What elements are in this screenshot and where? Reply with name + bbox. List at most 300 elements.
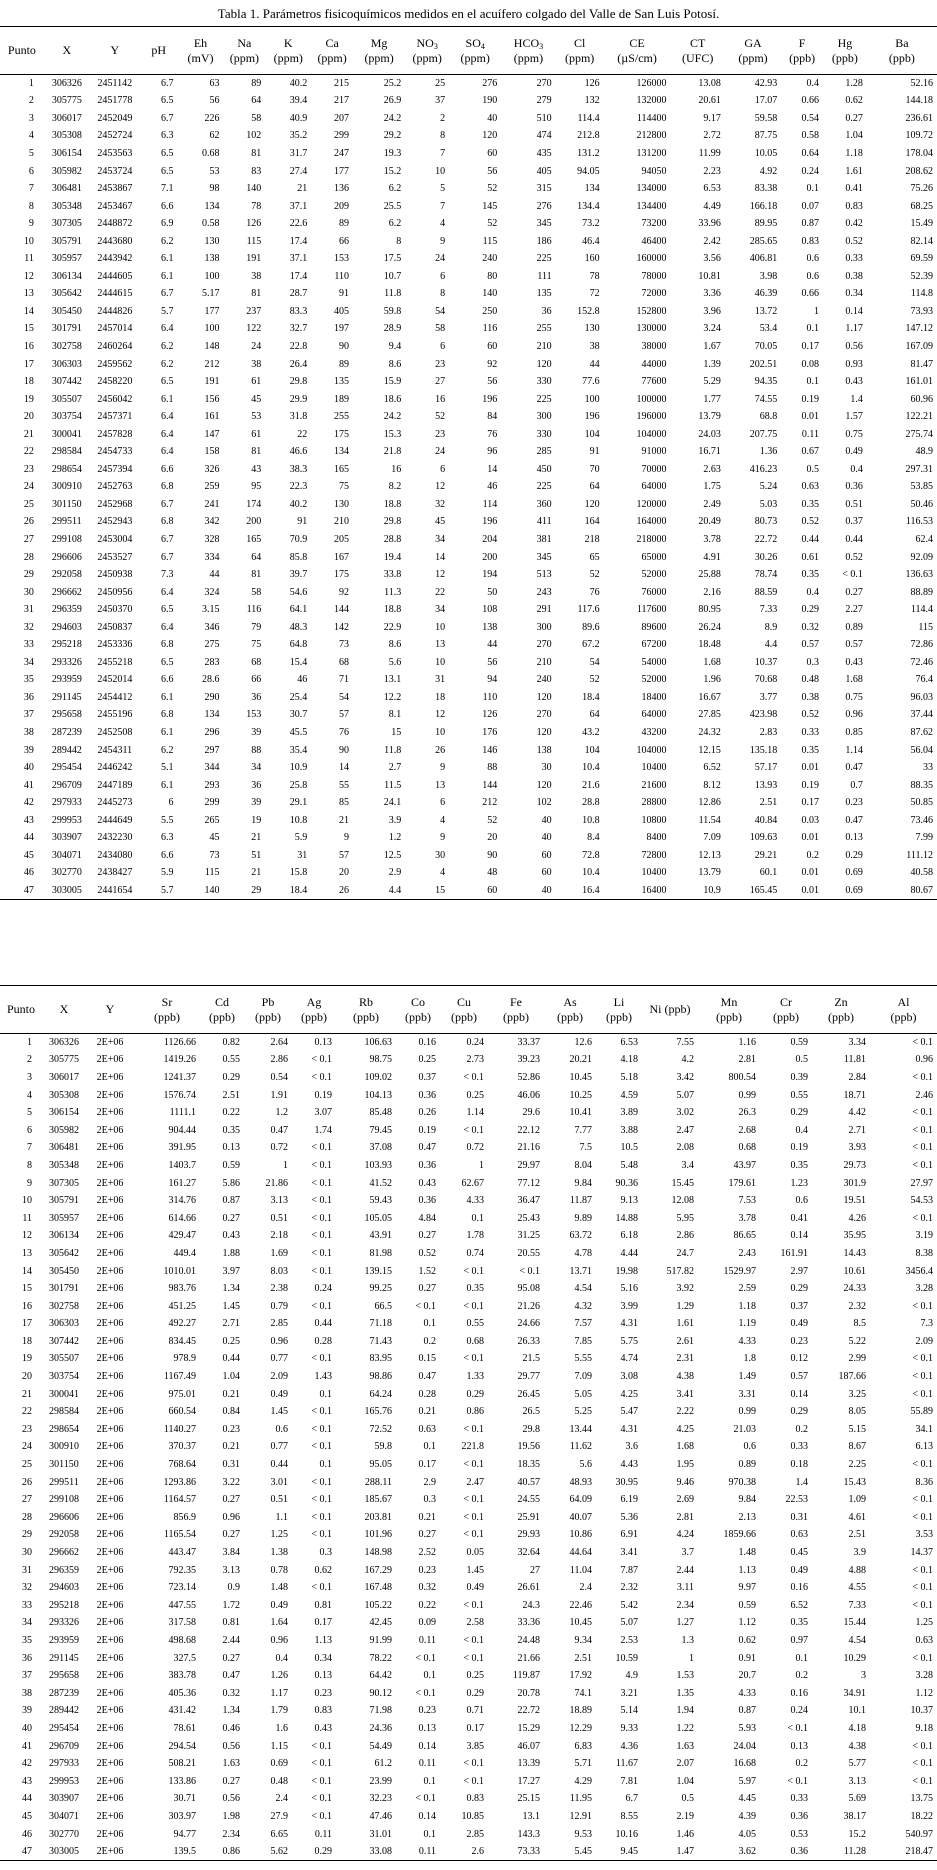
table-cell: 12.86 bbox=[698, 797, 721, 809]
table-cell: 114 bbox=[482, 498, 498, 510]
table-cell: 6.4 bbox=[161, 586, 174, 598]
table-cell: 19.3 bbox=[383, 147, 402, 159]
table-cell: 14.88 bbox=[615, 1212, 638, 1224]
table-cell: 7.77 bbox=[574, 1124, 592, 1136]
table-cell: 115 bbox=[204, 867, 220, 879]
table-cell: 447.55 bbox=[168, 1599, 196, 1611]
table-cell: < 0.1 bbox=[311, 1177, 332, 1189]
table-cell: 32 bbox=[435, 498, 446, 510]
table-cell: 0.32 bbox=[801, 621, 819, 633]
table-cell: 330 bbox=[536, 376, 552, 388]
table-cell: 279 bbox=[536, 95, 552, 107]
table-row bbox=[0, 1051, 937, 1069]
table-cell: 0.1 bbox=[423, 1318, 436, 1330]
table-cell: 0.27 bbox=[418, 1529, 436, 1541]
table-cell: 53.85 bbox=[910, 481, 933, 493]
column-header-label: Sr bbox=[161, 994, 173, 1009]
table-cell: 140 bbox=[482, 288, 498, 300]
table-cell: 0.17 bbox=[801, 797, 819, 809]
table-cell: 14 bbox=[22, 1265, 32, 1277]
table-cell: 0.41 bbox=[845, 183, 863, 195]
table-cell: 0.62 bbox=[738, 1634, 756, 1646]
table-cell: 42.45 bbox=[369, 1617, 392, 1629]
table-row bbox=[0, 1280, 937, 1298]
table-cell: 44 bbox=[23, 832, 34, 844]
table-cell: 77.12 bbox=[517, 1177, 540, 1189]
table-cell: < 0.1 bbox=[311, 1071, 332, 1083]
table-cell: 0.51 bbox=[845, 498, 863, 510]
table-cell: 296709 bbox=[49, 1740, 79, 1752]
table-cell: 35 bbox=[23, 674, 34, 686]
table-cell: 4.4 bbox=[764, 639, 778, 651]
table-cell: 0.29 bbox=[466, 1687, 484, 1699]
table-cell: 7.33 bbox=[848, 1599, 866, 1611]
table-cell: 3.34 bbox=[848, 1037, 866, 1049]
table-row bbox=[0, 110, 937, 128]
table-cell: 0.4 bbox=[850, 463, 863, 475]
table-cell: 270 bbox=[536, 709, 552, 721]
table-cell: 0.1 bbox=[795, 1652, 808, 1664]
table-cell: 21 bbox=[22, 1388, 32, 1400]
table-cell: < 0.1 bbox=[311, 1054, 332, 1066]
table-cell: 40 bbox=[23, 762, 34, 774]
table-cell: < 0.1 bbox=[463, 1758, 484, 1770]
table-cell: 52.86 bbox=[517, 1071, 540, 1083]
table-cell: 130 bbox=[584, 323, 600, 335]
table-row bbox=[0, 1772, 937, 1790]
table-cell: 24.33 bbox=[843, 1283, 866, 1295]
table-row bbox=[0, 1245, 937, 1263]
table-cell: 970.38 bbox=[728, 1476, 756, 1488]
table-cell: 56.04 bbox=[910, 744, 933, 756]
table-cell: < 0.1 bbox=[463, 1494, 484, 1506]
column-header-unit: (ppm) bbox=[364, 50, 394, 65]
table-cell: 9.89 bbox=[574, 1212, 592, 1224]
table-cell: 5.14 bbox=[620, 1705, 638, 1717]
table-cell: 1.04 bbox=[845, 130, 863, 142]
column-header bbox=[698, 986, 760, 1034]
table-cell: 3.92 bbox=[676, 1283, 694, 1295]
table-cell: 301150 bbox=[52, 498, 82, 510]
table-cell: 77.6 bbox=[582, 376, 600, 388]
table-cell: 17.4 bbox=[289, 270, 308, 282]
table-cell: 21.6 bbox=[582, 779, 600, 791]
table-cell: 2E+06 bbox=[96, 1353, 124, 1365]
table-cell: 23 bbox=[22, 1423, 32, 1435]
table-cell: 2E+06 bbox=[96, 1511, 124, 1523]
table-cell: 27.4 bbox=[289, 165, 308, 177]
table-cell: < 0.1 bbox=[912, 1353, 933, 1365]
table-cell: 9 bbox=[440, 762, 446, 774]
table-cell: 144 bbox=[482, 779, 498, 791]
table-row bbox=[0, 1509, 937, 1527]
table-cell: 0.96 bbox=[270, 1335, 288, 1347]
table-cell: 2E+06 bbox=[96, 1265, 124, 1277]
table-cell: 22.72 bbox=[517, 1705, 540, 1717]
table-cell: < 0.1 bbox=[463, 1300, 484, 1312]
table-cell: 29.6 bbox=[522, 1107, 540, 1119]
table-cell: 190 bbox=[482, 95, 498, 107]
column-header-label: Cl bbox=[573, 35, 586, 50]
column-header-label: Rb bbox=[358, 994, 373, 1009]
table-cell: 5.25 bbox=[574, 1406, 592, 1418]
table-cell: 0.2 bbox=[423, 1335, 436, 1347]
table-cell: 34 bbox=[251, 762, 262, 774]
table-cell: 9.17 bbox=[703, 112, 721, 124]
table-cell: 1403.7 bbox=[168, 1159, 196, 1171]
table-cell: 0.48 bbox=[801, 674, 819, 686]
table-cell: 6.7 bbox=[161, 78, 174, 90]
table-row bbox=[0, 1737, 937, 1755]
table-cell: 4.91 bbox=[703, 551, 721, 563]
column-header bbox=[760, 986, 812, 1034]
table-cell: 8.6 bbox=[388, 358, 402, 370]
table-cell: 3.98 bbox=[759, 270, 778, 282]
table-cell: 3.41 bbox=[676, 1388, 694, 1400]
table-cell: 0.66 bbox=[801, 288, 819, 300]
table-cell: 1.88 bbox=[222, 1247, 240, 1259]
table-cell: 13.1 bbox=[383, 674, 402, 686]
table-cell: 6.5 bbox=[161, 656, 174, 668]
table-cell: 15.44 bbox=[843, 1617, 866, 1629]
table-cell: 301791 bbox=[49, 1283, 79, 1295]
table-cell: 10.1 bbox=[848, 1705, 866, 1717]
column-header bbox=[200, 986, 244, 1034]
table-cell: 0.27 bbox=[222, 1775, 240, 1787]
table-cell: 30.95 bbox=[615, 1476, 638, 1488]
table-cell: 13.93 bbox=[754, 779, 778, 791]
table-cell: 0.36 bbox=[790, 1810, 808, 1822]
table-cell: 0.7 bbox=[850, 779, 863, 791]
table-cell: 22 bbox=[297, 428, 308, 440]
column-header-label: As bbox=[563, 994, 577, 1009]
table-row bbox=[0, 513, 937, 531]
table-cell: 5.17 bbox=[201, 288, 220, 300]
table-cell: 8.55 bbox=[620, 1810, 638, 1822]
table-cell: 10 bbox=[435, 727, 446, 738]
table-cell: 33.36 bbox=[517, 1617, 540, 1629]
table-cell: 2445273 bbox=[97, 797, 133, 809]
table-cell: 10.9 bbox=[703, 884, 721, 896]
table-cell: 9.53 bbox=[574, 1828, 592, 1840]
table-cell: 11 bbox=[24, 253, 34, 265]
table-cell: 10400 bbox=[641, 867, 667, 879]
table-cell: 1.77 bbox=[703, 393, 721, 405]
table-cell: 138 bbox=[482, 621, 498, 633]
table-cell: 19.4 bbox=[383, 551, 402, 563]
table-cell: 3.89 bbox=[620, 1107, 638, 1119]
table-cell: 0.21 bbox=[418, 1406, 436, 1418]
column-header bbox=[867, 27, 937, 75]
table-cell: 305642 bbox=[51, 288, 82, 300]
column-header bbox=[544, 986, 596, 1034]
table-cell: 48 bbox=[487, 867, 498, 879]
column-header-label: Co bbox=[410, 994, 425, 1009]
table-cell: 2452763 bbox=[97, 481, 133, 493]
table-cell: 2.34 bbox=[222, 1828, 240, 1840]
table-cell: 299511 bbox=[49, 1476, 79, 1488]
table-cell: 12 bbox=[435, 569, 446, 581]
column-header-label: F bbox=[798, 35, 806, 50]
column-header-subscript: 3 bbox=[539, 41, 544, 51]
table-cell: 161.01 bbox=[905, 376, 933, 388]
table-cell: 9.97 bbox=[738, 1582, 756, 1594]
column-header-label: Y bbox=[105, 1002, 115, 1016]
table-cell: 15.29 bbox=[517, 1722, 540, 1734]
table-cell: 0.63 bbox=[790, 1529, 808, 1541]
table-cell: 68 bbox=[339, 656, 349, 668]
table-cell: 5.95 bbox=[676, 1212, 694, 1224]
table-cell: 76.4 bbox=[915, 674, 933, 686]
table-cell: 0.16 bbox=[418, 1037, 436, 1049]
table-cell: 2E+06 bbox=[96, 1300, 124, 1312]
table-cell: 5.03 bbox=[759, 498, 778, 510]
table-cell: 95.05 bbox=[369, 1459, 392, 1471]
table-cell: 8.1 bbox=[388, 709, 402, 721]
table-row bbox=[0, 1808, 937, 1826]
table-cell: 52 bbox=[487, 183, 498, 195]
column-header bbox=[440, 986, 488, 1034]
table-cell: 2.61 bbox=[676, 1335, 694, 1347]
table-cell: 0.4 bbox=[795, 1124, 808, 1136]
table-cell: 287239 bbox=[51, 727, 82, 738]
table-cell: 47.46 bbox=[369, 1810, 392, 1822]
table-cell: 6.2 bbox=[161, 340, 174, 352]
table-cell: 305507 bbox=[51, 393, 82, 405]
table-cell: 2.42 bbox=[703, 235, 721, 247]
table-cell: 4.43 bbox=[620, 1459, 638, 1471]
table-cell: 32.64 bbox=[517, 1547, 540, 1559]
table-cell: < 0.1 bbox=[311, 1247, 332, 1259]
table-cell: 302770 bbox=[49, 1828, 79, 1840]
table-cell: 20 bbox=[487, 832, 498, 844]
table-cell: 3.24 bbox=[703, 323, 721, 335]
table-cell: 167.48 bbox=[364, 1582, 392, 1594]
table-cell: < 0.1 bbox=[912, 1037, 933, 1049]
table-cell: 2.81 bbox=[676, 1511, 694, 1523]
table-cell: 80.95 bbox=[698, 604, 721, 616]
table-cell: 7 bbox=[28, 183, 34, 195]
table-cell: 3.88 bbox=[620, 1124, 638, 1136]
table-cell: 144.18 bbox=[905, 95, 933, 107]
table-cell: 101.96 bbox=[364, 1529, 392, 1541]
table-cell: 3.22 bbox=[222, 1476, 240, 1488]
column-header-label: X bbox=[62, 43, 72, 57]
table-cell: 300 bbox=[536, 621, 552, 633]
table-cell: 305348 bbox=[51, 200, 82, 212]
table-cell: 5.69 bbox=[848, 1793, 866, 1805]
table-cell: 32 bbox=[22, 1582, 32, 1594]
table-cell: 29 bbox=[22, 1529, 32, 1541]
table-cell: 5.71 bbox=[574, 1758, 592, 1770]
table-cell: 11.54 bbox=[698, 814, 721, 826]
table-cell: 8.5 bbox=[853, 1318, 866, 1330]
table-cell: 2454412 bbox=[97, 691, 133, 703]
table-cell: 1.98 bbox=[222, 1810, 240, 1822]
table-cell: 80.67 bbox=[910, 884, 933, 896]
table-cell: 1 bbox=[814, 305, 819, 317]
table-row bbox=[0, 1297, 937, 1315]
table-cell: < 0.1 bbox=[311, 1793, 332, 1805]
table-cell: 0.28 bbox=[418, 1388, 436, 1400]
table-cell: 210 bbox=[334, 516, 349, 528]
table-cell: 117.6 bbox=[577, 604, 600, 616]
table-cell: < 0.1 bbox=[311, 1810, 332, 1822]
table-cell: 6.8 bbox=[161, 639, 174, 651]
table-cell: 12.2 bbox=[383, 691, 402, 703]
table-cell: 0.27 bbox=[845, 112, 863, 124]
table-row bbox=[0, 1544, 937, 1562]
table-cell: 39.7 bbox=[289, 569, 308, 581]
table-cell: 0.22 bbox=[222, 1107, 240, 1119]
table-cell: 1.28 bbox=[845, 78, 863, 90]
table-row bbox=[0, 232, 937, 250]
table-cell: 4.2 bbox=[681, 1054, 694, 1066]
table-cell: 0.44 bbox=[270, 1459, 288, 1471]
table-cell: 9.34 bbox=[574, 1634, 592, 1646]
table-row bbox=[0, 1069, 937, 1087]
table-cell: < 0.1 bbox=[912, 1511, 933, 1523]
table-cell: 290 bbox=[204, 691, 220, 703]
table-cell: 306017 bbox=[51, 112, 82, 124]
table-cell: 91 bbox=[589, 446, 600, 458]
table-cell: 295658 bbox=[49, 1670, 79, 1682]
table-cell: 37 bbox=[435, 95, 446, 107]
table-cell: 0.68 bbox=[738, 1142, 756, 1154]
table-cell: 1.45 bbox=[222, 1300, 240, 1312]
table-cell: 64.09 bbox=[569, 1494, 592, 1506]
table-cell: 57 bbox=[339, 849, 349, 861]
table-cell: 0.31 bbox=[222, 1459, 240, 1471]
table-cell: 2.22 bbox=[676, 1406, 694, 1418]
table-cell: 0.33 bbox=[790, 1793, 808, 1805]
table-cell: 0.28 bbox=[314, 1335, 332, 1347]
table-cell: 983.76 bbox=[168, 1283, 196, 1295]
table-cell: 2441654 bbox=[97, 884, 133, 896]
table-cell: 31.01 bbox=[369, 1828, 392, 1840]
table-cell: 104000 bbox=[636, 428, 667, 440]
table-cell: 64000 bbox=[641, 709, 667, 721]
table-cell: 1.61 bbox=[845, 165, 863, 177]
table-cell: 305775 bbox=[49, 1054, 79, 1066]
table-cell: 0.67 bbox=[801, 446, 819, 458]
table-cell: 3456.4 bbox=[905, 1265, 933, 1277]
table-cell: 0.46 bbox=[222, 1722, 240, 1734]
table-cell: 48.9 bbox=[915, 446, 933, 458]
table-cell: 138 bbox=[204, 253, 220, 265]
table-cell: 2E+06 bbox=[96, 1054, 124, 1066]
table-cell: 299953 bbox=[51, 814, 82, 826]
table-cell: 75 bbox=[251, 639, 262, 651]
table-cell: 37.08 bbox=[369, 1142, 392, 1154]
table-cell: 295658 bbox=[51, 709, 82, 721]
table-row bbox=[0, 1157, 937, 1175]
table-cell: 2.46 bbox=[915, 1089, 933, 1101]
table-cell: 0.54 bbox=[801, 112, 819, 124]
table-cell: 3.21 bbox=[620, 1687, 638, 1699]
table-cell: 54 bbox=[589, 656, 600, 668]
column-header-label: Li bbox=[613, 994, 625, 1009]
table-cell: 0.58 bbox=[201, 218, 220, 230]
table-cell: 288.11 bbox=[364, 1476, 392, 1488]
table-cell: 2.59 bbox=[738, 1283, 756, 1295]
table-cell: 90.36 bbox=[615, 1177, 638, 1189]
table-cell: 1 bbox=[27, 1037, 32, 1049]
table-cell: 65000 bbox=[641, 551, 667, 563]
table-cell: 29.9 bbox=[289, 393, 308, 405]
table-cell: 153 bbox=[246, 709, 262, 721]
table-cell: 18.35 bbox=[517, 1459, 540, 1471]
table-cell: 1.61 bbox=[676, 1318, 694, 1330]
table-cell: 132 bbox=[584, 95, 600, 107]
table-cell: 2.09 bbox=[915, 1335, 933, 1347]
table-cell: 2446242 bbox=[97, 762, 133, 774]
table-cell: 0.96 bbox=[915, 1054, 933, 1066]
table-cell: 303907 bbox=[49, 1793, 79, 1805]
table-cell: 2.47 bbox=[676, 1124, 694, 1136]
table-cell: 18 bbox=[23, 376, 34, 388]
column-header bbox=[812, 986, 870, 1034]
table-cell: 0.23 bbox=[222, 1423, 240, 1435]
table-cell: 10.45 bbox=[569, 1617, 592, 1629]
table-cell: 1.14 bbox=[466, 1107, 484, 1119]
table-cell: 3.84 bbox=[222, 1547, 240, 1559]
table-cell: 111.12 bbox=[906, 849, 933, 861]
table-cell: 306481 bbox=[51, 183, 82, 195]
table-cell: 14.37 bbox=[910, 1547, 933, 1559]
table-cell: 423.98 bbox=[749, 709, 778, 721]
table-cell: < 0.1 bbox=[912, 1142, 933, 1154]
table-cell: 0.81 bbox=[222, 1617, 240, 1629]
table-cell: 11.28 bbox=[843, 1845, 866, 1857]
table-cell: 0.36 bbox=[418, 1159, 436, 1171]
table-cell: 3.78 bbox=[738, 1212, 756, 1224]
table-cell: 207.75 bbox=[749, 428, 778, 440]
table-cell: 0.13 bbox=[314, 1670, 332, 1682]
table-cell: 0.5 bbox=[795, 1054, 808, 1066]
table-cell: 10 bbox=[23, 235, 34, 247]
table-cell: 0.1 bbox=[806, 376, 819, 388]
table-cell: 1.43 bbox=[314, 1371, 332, 1383]
table-cell: 2.34 bbox=[676, 1599, 694, 1611]
table-cell: 0.43 bbox=[845, 376, 863, 388]
column-header-unit: (ppb) bbox=[828, 1009, 854, 1024]
table-cell: 24 bbox=[23, 481, 34, 493]
table-cell: 0.57 bbox=[845, 639, 863, 651]
table-cell: 1126.66 bbox=[163, 1037, 196, 1049]
table-cell: 78 bbox=[589, 270, 600, 282]
table-cell: 165.45 bbox=[749, 884, 778, 896]
table-cell: 20 bbox=[339, 867, 349, 879]
table-cell: 2452968 bbox=[97, 498, 133, 510]
table-cell: 4.26 bbox=[848, 1212, 866, 1224]
table-row bbox=[0, 145, 937, 163]
column-header bbox=[42, 986, 86, 1034]
column-header-label: CE bbox=[629, 35, 645, 50]
table-cell: 87.62 bbox=[910, 727, 933, 738]
table-cell: 134.4 bbox=[577, 200, 600, 212]
table-cell: 11.3 bbox=[384, 586, 402, 598]
table-cell: 1576.74 bbox=[163, 1089, 196, 1101]
table-cell: 2444615 bbox=[97, 288, 133, 300]
table-cell: 6.2 bbox=[161, 744, 174, 756]
table-cell: 94.05 bbox=[577, 165, 600, 177]
table-cell: 31 bbox=[22, 1564, 32, 1576]
table-cell: 96.03 bbox=[910, 691, 933, 703]
table-cell: 210 bbox=[536, 340, 552, 352]
table-cell: 72000 bbox=[641, 288, 667, 300]
table-cell: 2 bbox=[440, 112, 446, 124]
